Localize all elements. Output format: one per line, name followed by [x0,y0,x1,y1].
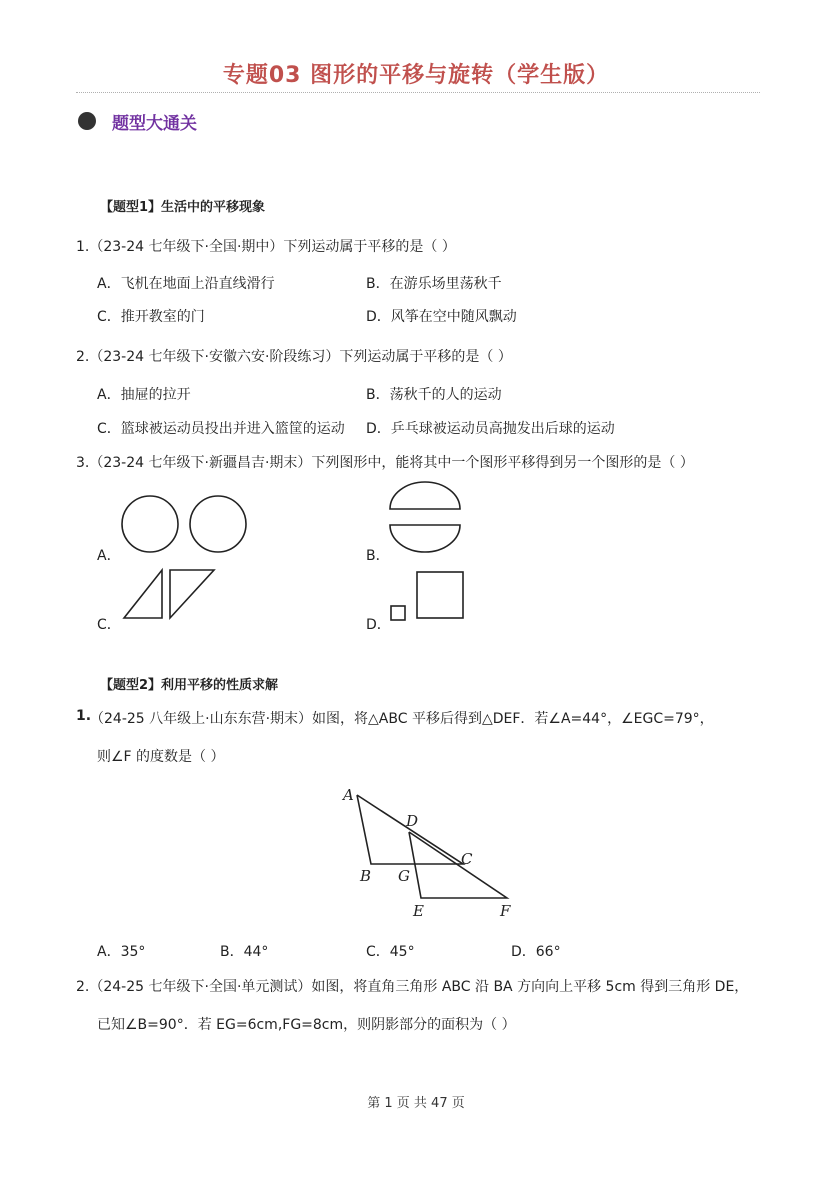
type2-heading: 【题型2】利用平移的性质求解 [100,678,279,693]
triangle-right [170,570,214,618]
triangle-left [124,570,162,618]
type1-q2-option-a: A．抽屉的拉开 [97,387,191,403]
point-label-e: E [413,902,424,920]
lower-half-circle [390,525,460,552]
type2-q2-stem-line1: 2.（24-25 七年级下·全国·单元测试）如图，将直角三角形 ABC 沿 BA 方向向上平移 5cm 得到三角形 DE， [76,979,749,995]
type2-q1-option-a: A．35° [97,944,146,960]
upper-half-circle [390,482,460,509]
type2-q1-number: 1. [76,708,92,724]
section-title: 题型大通关 [112,114,197,134]
large-square [417,572,463,618]
point-label-f: F [500,902,511,920]
type1-q2-stem: 2.（23-24 七年级下·安徽六安·阶段练习）下列运动属于平移的是（ ） [76,349,512,365]
type2-q1-stem-line1: （24-25 八年级上·山东东营·期末）如图，将△ABC 平移后得到△DEF．若∠A=44°，∠EGC=79°， [90,711,714,727]
type1-q2-option-d: D．乒乓球被运动员高抛发出后球的运动 [366,421,615,437]
type1-q2-option-b: B．荡秋千的人的运动 [366,387,502,403]
title-divider [76,92,760,93]
page-footer: 第 1 页 共 47 页 [367,1096,465,1111]
small-square [391,606,405,620]
type1-q1-option-d: D．风筝在空中随风飘动 [366,309,517,325]
translation-triangle-figure [330,780,530,920]
option-a-two-circles-figure [118,494,250,556]
type1-q3-option-d: D． [366,617,391,633]
option-b-half-circles-figure [388,480,464,556]
type1-q3-option-c: C． [97,617,121,633]
point-label-g: G [398,867,410,885]
type1-q3-option-b: B． [366,548,390,564]
type1-q3-stem: 3.（23-24 七年级下·新疆昌吉·期末）下列图形中，能将其中一个图形平移得到另一个图形的是（ ） [76,455,694,471]
type1-heading: 【题型1】生活中的平移现象 [100,200,266,215]
type1-q1-stem: 1.（23-24 七年级下·全国·期中）下列运动属于平移的是（ ） [76,239,456,255]
type1-q1-option-b: B．在游乐场里荡秋千 [366,276,502,292]
type1-q1-option-c: C．推开教室的门 [97,309,205,325]
option-d-two-squares-figure [389,570,469,624]
section-bullet-icon [78,112,96,130]
type2-q1-option-b: B．44° [220,944,269,960]
triangle-def [409,832,507,898]
point-label-c: C [461,850,473,868]
point-label-d: D [406,812,419,830]
point-label-a: A [343,786,354,804]
circle-left [122,496,178,552]
type2-q2-stem-line2: 已知∠B=90°．若 EG=6cm,FG=8cm，则阴影部分的面积为（ ） [97,1017,516,1033]
type1-q1-option-a: A．飞机在地面上沿直线滑行 [97,276,275,292]
type2-q1-option-d: D．66° [511,944,561,960]
type1-q3-option-a: A． [97,548,121,564]
circle-right [190,496,246,552]
type1-q2-option-c: C．篮球被运动员投出并进入篮筐的运动 [97,421,345,437]
page-title: 专题03 图形的平移与旋转（学生版） [222,63,610,88]
option-c-two-triangles-figure [120,566,220,624]
point-label-b: B [360,867,372,885]
type2-q1-stem-line2: 则∠F 的度数是（ ） [97,749,225,765]
type2-q1-option-c: C．45° [366,944,415,960]
